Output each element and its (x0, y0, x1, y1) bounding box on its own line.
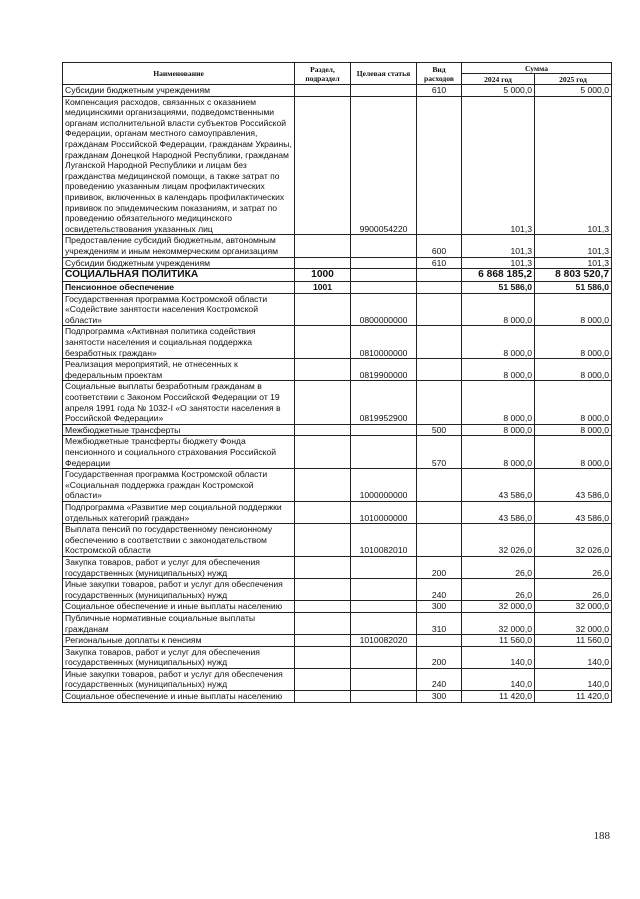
row-section (295, 579, 351, 601)
row-sum-2025: 26,0 (535, 579, 612, 601)
row-type: 500 (417, 424, 462, 436)
row-sum-2024: 26,0 (462, 556, 535, 578)
row-section (295, 691, 351, 703)
table-row (63, 85, 612, 97)
row-sum-2024: 32 000,0 (462, 601, 535, 613)
row-type (417, 96, 462, 235)
row-target: 1010082020 (351, 635, 417, 647)
row-target: 1000000000 (351, 469, 417, 502)
row-name: Выплата пенсий по государственному пенсионному обеспечению в соответствии с законодательством Костромской области (63, 524, 295, 557)
row-type: 200 (417, 556, 462, 578)
table-row (63, 524, 612, 557)
row-section (295, 646, 351, 668)
row-sum-2024: 43 586,0 (462, 501, 535, 523)
row-name: Социальное обеспечение и иные выплаты населению (63, 691, 295, 703)
page-number: 188 (593, 830, 610, 842)
table-row (63, 668, 612, 690)
row-section (295, 235, 351, 257)
row-type: 610 (417, 85, 462, 97)
row-sum-2025: 8 000,0 (535, 381, 612, 424)
table-row (63, 556, 612, 578)
row-type: 300 (417, 601, 462, 613)
row-type (417, 326, 462, 359)
row-sum-2024: 140,0 (462, 668, 535, 690)
row-target: 9900054220 (351, 96, 417, 235)
table-row (63, 579, 612, 601)
row-sum-2025: 32 000,0 (535, 601, 612, 613)
row-type (417, 282, 462, 294)
row-sum-2025: 26,0 (535, 556, 612, 578)
row-type (417, 269, 462, 282)
table-row (63, 436, 612, 469)
row-sum-2024: 140,0 (462, 646, 535, 668)
table-row (63, 96, 612, 235)
row-name: Закупка товаров, работ и услуг для обеспечения государственных (муниципальных) нужд (63, 556, 295, 578)
row-target: 0810000000 (351, 326, 417, 359)
row-sum-2024: 101,3 (462, 235, 535, 257)
table-body (63, 85, 612, 703)
row-type (417, 293, 462, 326)
row-sum-2025: 11 420,0 (535, 691, 612, 703)
row-type (417, 635, 462, 647)
table-row (63, 501, 612, 523)
row-section (295, 359, 351, 381)
row-target: 0819900000 (351, 359, 417, 381)
row-sum-2024: 8 000,0 (462, 326, 535, 359)
row-section (295, 524, 351, 557)
table-row (63, 282, 612, 294)
row-name: СОЦИАЛЬНАЯ ПОЛИТИКА (63, 269, 295, 282)
row-type (417, 469, 462, 502)
row-name: Государственная программа Костромской области «Содействие занятости населения Костромской области» (63, 293, 295, 326)
row-name: Государственная программа Костромской области «Социальная поддержка граждан Костромской области» (63, 469, 295, 502)
row-sum-2024: 101,3 (462, 96, 535, 235)
row-target (351, 601, 417, 613)
row-name: Публичные нормативные социальные выплаты гражданам (63, 612, 295, 634)
table-row (63, 424, 612, 436)
row-name: Иные закупки товаров, работ и услуг для обеспечения государственных (муниципальных) нужд (63, 579, 295, 601)
row-sum-2025: 51 586,0 (535, 282, 612, 294)
row-sum-2024: 32 000,0 (462, 612, 535, 634)
header-year-2025: 2025 год (535, 74, 612, 85)
header-target: Целевая статья (351, 63, 417, 85)
row-name: Межбюджетные трансферты (63, 424, 295, 436)
row-sum-2025: 11 560,0 (535, 635, 612, 647)
row-sum-2025: 8 000,0 (535, 424, 612, 436)
table-row (63, 269, 612, 282)
row-target (351, 85, 417, 97)
row-section (295, 381, 351, 424)
table-row (63, 235, 612, 257)
header-year-2024: 2024 год (462, 74, 535, 85)
row-sum-2025: 140,0 (535, 668, 612, 690)
budget-table (62, 62, 612, 703)
row-target (351, 612, 417, 634)
row-target (351, 257, 417, 269)
row-sum-2024: 8 000,0 (462, 381, 535, 424)
row-sum-2025: 101,3 (535, 257, 612, 269)
row-type: 310 (417, 612, 462, 634)
row-section (295, 556, 351, 578)
row-sum-2025: 8 000,0 (535, 326, 612, 359)
header-sum: Сумма (462, 63, 612, 74)
row-type: 240 (417, 668, 462, 690)
header-type: Вид расходов (417, 63, 462, 85)
table-row (63, 326, 612, 359)
row-name: Реализация мероприятий, не отнесенных к федеральным проектам (63, 359, 295, 381)
row-section: 1001 (295, 282, 351, 294)
row-sum-2024: 51 586,0 (462, 282, 535, 294)
row-section (295, 293, 351, 326)
row-name: Подпрограмма «Развитие мер социальной поддержки отдельных категорий граждан» (63, 501, 295, 523)
row-type: 570 (417, 436, 462, 469)
row-sum-2025: 140,0 (535, 646, 612, 668)
row-name: Компенсация расходов, связанных с оказанием медицинскими организациями, подведомственными органам исполнительной власти субъектов Российской Федерации, органам местного самоуправления, гражданам Российской Федерации, гражданам Украины, гражданам Донецкой Народной Республики, гражданам Луганской Народной Республики и лицам без гражданства медицинской помощи, а также затрат по проведению указанным лицам профилактических прививок, включенных в календарь профилактических прививок по эпидемическим показаниям, и затрат по проведению обязательного медицинского освидетельствования указанных лиц (63, 96, 295, 235)
row-sum-2025: 8 803 520,7 (535, 269, 612, 282)
row-target: 1010000000 (351, 501, 417, 523)
row-section (295, 257, 351, 269)
header-section: Раздел, подраздел (295, 63, 351, 85)
row-section: 1000 (295, 269, 351, 282)
row-sum-2025: 32 026,0 (535, 524, 612, 557)
row-section (295, 436, 351, 469)
row-name: Межбюджетные трансферты бюджету Фонда пенсионного и социального страхования Российской Федерации (63, 436, 295, 469)
row-section (295, 96, 351, 235)
row-target (351, 646, 417, 668)
row-type (417, 524, 462, 557)
row-type: 200 (417, 646, 462, 668)
header-name: Наименование (63, 63, 295, 85)
row-target: 1010082010 (351, 524, 417, 557)
row-name: Закупка товаров, работ и услуг для обеспечения государственных (муниципальных) нужд (63, 646, 295, 668)
row-target (351, 235, 417, 257)
row-name: Субсидии бюджетным учреждениям (63, 85, 295, 97)
row-name: Иные закупки товаров, работ и услуг для обеспечения государственных (муниципальных) нужд (63, 668, 295, 690)
row-sum-2024: 101,3 (462, 257, 535, 269)
table-row (63, 469, 612, 502)
row-target (351, 436, 417, 469)
table-header (63, 63, 612, 85)
row-sum-2024: 32 026,0 (462, 524, 535, 557)
row-sum-2024: 43 586,0 (462, 469, 535, 502)
row-type: 240 (417, 579, 462, 601)
row-target (351, 691, 417, 703)
row-sum-2024: 8 000,0 (462, 424, 535, 436)
row-name: Региональные доплаты к пенсиям (63, 635, 295, 647)
row-sum-2024: 8 000,0 (462, 293, 535, 326)
table-row (63, 257, 612, 269)
table-row (63, 612, 612, 634)
row-name: Пенсионное обеспечение (63, 282, 295, 294)
row-target: 0819952900 (351, 381, 417, 424)
table-row (63, 691, 612, 703)
row-sum-2024: 8 000,0 (462, 359, 535, 381)
table-row (63, 646, 612, 668)
table-row (63, 601, 612, 613)
row-sum-2025: 8 000,0 (535, 293, 612, 326)
row-section (295, 501, 351, 523)
row-sum-2025: 8 000,0 (535, 359, 612, 381)
row-sum-2024: 8 000,0 (462, 436, 535, 469)
row-name: Социальные выплаты безработным гражданам в соответствии с Законом Российской Федерации от 19 апреля 1991 года № 1032-I «О занятости населения в Российской Федерации» (63, 381, 295, 424)
row-target: 0800000000 (351, 293, 417, 326)
row-sum-2025: 101,3 (535, 235, 612, 257)
row-name: Подпрограмма «Активная политика содействия занятости населения и социальная поддержка безработных граждан» (63, 326, 295, 359)
row-type (417, 501, 462, 523)
row-target (351, 282, 417, 294)
row-sum-2025: 8 000,0 (535, 436, 612, 469)
row-sum-2024: 6 868 185,2 (462, 269, 535, 282)
row-target (351, 424, 417, 436)
row-target (351, 668, 417, 690)
row-type (417, 359, 462, 381)
row-sum-2024: 26,0 (462, 579, 535, 601)
row-sum-2025: 32 000,0 (535, 612, 612, 634)
row-sum-2025: 43 586,0 (535, 469, 612, 502)
row-target (351, 556, 417, 578)
row-type: 600 (417, 235, 462, 257)
row-sum-2025: 5 000,0 (535, 85, 612, 97)
row-target (351, 269, 417, 282)
row-section (295, 635, 351, 647)
table-row (63, 293, 612, 326)
row-type: 610 (417, 257, 462, 269)
row-section (295, 85, 351, 97)
table-row (63, 359, 612, 381)
row-name: Субсидии бюджетным учреждениям (63, 257, 295, 269)
row-target (351, 579, 417, 601)
row-type (417, 381, 462, 424)
row-sum-2024: 11 420,0 (462, 691, 535, 703)
row-sum-2024: 5 000,0 (462, 85, 535, 97)
row-section (295, 469, 351, 502)
row-name: Социальное обеспечение и иные выплаты населению (63, 601, 295, 613)
table-row (63, 381, 612, 424)
row-type: 300 (417, 691, 462, 703)
table-row (63, 635, 612, 647)
row-sum-2024: 11 560,0 (462, 635, 535, 647)
row-section (295, 326, 351, 359)
row-section (295, 612, 351, 634)
row-section (295, 424, 351, 436)
row-section (295, 668, 351, 690)
row-name: Предоставление субсидий бюджетным, автономным учреждениям и иным некоммерческим организациям (63, 235, 295, 257)
row-sum-2025: 43 586,0 (535, 501, 612, 523)
row-section (295, 601, 351, 613)
row-sum-2025: 101,3 (535, 96, 612, 235)
